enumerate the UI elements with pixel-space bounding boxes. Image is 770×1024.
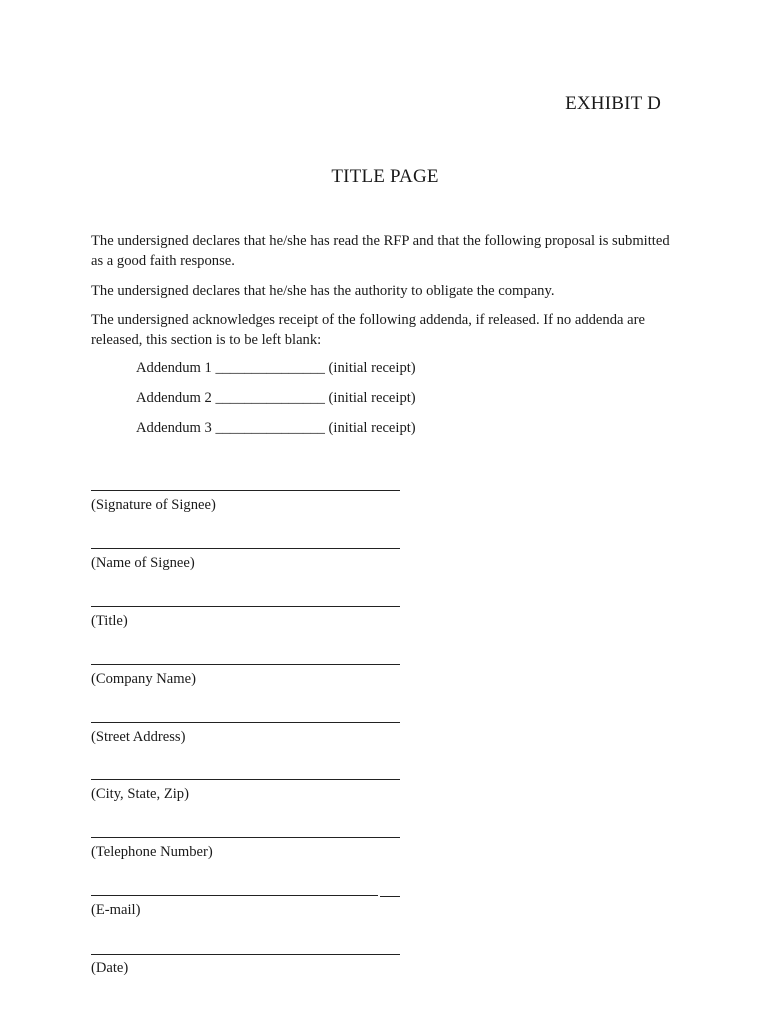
signature-field-label: (Signature of Signee) (91, 497, 216, 513)
street-address-field-line[interactable] (91, 722, 400, 723)
city-state-zip-field-line[interactable] (91, 779, 400, 780)
email-field-line[interactable] (91, 895, 378, 896)
title-field-label: (Title) (91, 613, 128, 629)
signature-field-line[interactable] (91, 490, 400, 491)
city-state-zip-field-label: (City, State, Zip) (91, 786, 189, 802)
street-address-field-label: (Street Address) (91, 729, 186, 745)
page-title: TITLE PAGE (331, 166, 439, 187)
paragraph-addenda-acknowledgement: The undersigned acknowledges receipt of the following addenda, if released. If no addenda are released, this section is to be left blank: (91, 312, 645, 348)
telephone-field-line[interactable] (91, 837, 400, 838)
company-field-line[interactable] (91, 664, 400, 665)
paragraph-authority-declaration: The undersigned declares that he/she has the authority to obligate the company. (91, 283, 555, 299)
date-field-line[interactable] (91, 954, 400, 955)
title-field-line[interactable] (91, 606, 400, 607)
addendum-2-line[interactable]: Addendum 2 _______________ (initial receipt) (136, 390, 416, 406)
telephone-field-label: (Telephone Number) (91, 844, 213, 860)
email-field-label: (E-mail) (91, 902, 141, 918)
exhibit-label: EXHIBIT D (565, 93, 661, 114)
addendum-3-line[interactable]: Addendum 3 _______________ (initial receipt) (136, 420, 416, 436)
name-field-line[interactable] (91, 548, 400, 549)
date-field-label: (Date) (91, 960, 129, 976)
paragraph-rfp-declaration: The undersigned declares that he/she has read the RFP and that the following proposal is submitted as a good faith response. (91, 233, 670, 269)
email-field-line-tail (380, 896, 400, 897)
addendum-1-line[interactable]: Addendum 1 _______________ (initial receipt) (136, 360, 416, 376)
name-field-label: (Name of Signee) (91, 555, 195, 571)
company-field-label: (Company Name) (91, 671, 196, 687)
